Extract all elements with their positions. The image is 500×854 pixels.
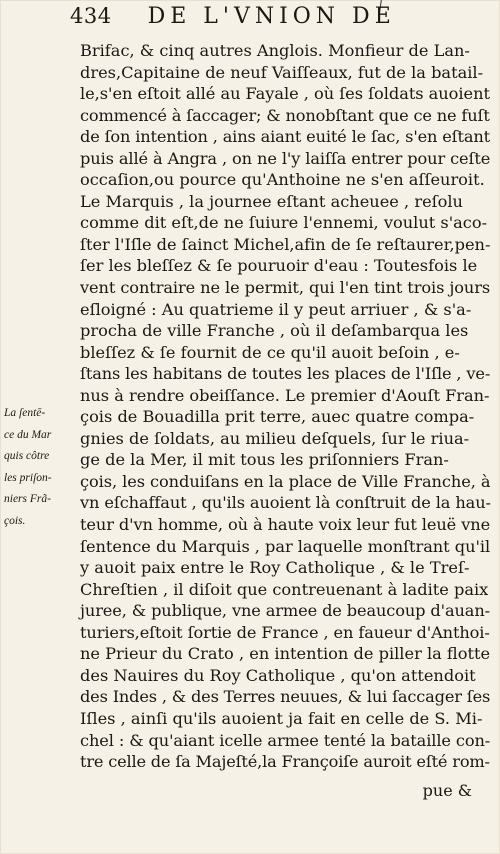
page-number: 434 (70, 4, 112, 28)
text-line: Le Marquis , la journee eſtant acheuee , reſolu (80, 191, 463, 211)
text-line: ſentence du Marquis , par laquelle monſtrant qu'il (80, 536, 491, 556)
page-header (70, 4, 480, 36)
text-line: vent contraire ne le permit, qui l'en tint trois jours (80, 278, 491, 298)
text-line: des Nauires du Roy Catholique , qu'on attendoit (80, 665, 476, 685)
body-text (80, 40, 490, 773)
text-line: de ſon intention , ains aiant euité le ſac, s'en eſtant (80, 127, 490, 147)
text-line: bleſſez & ſe fournit de ce qu'il auoit beſoin , e- (80, 342, 460, 362)
text-line: dres,Capitaine de neuf Vaiſſeaux, fut de la batail- (80, 62, 484, 82)
text-line: vn eſchaffaut , qu'ils auoient là conſtruit de la hau- (80, 493, 491, 513)
text-line: chel : & qu'aiant icelle armee tenté la bataille con- (80, 730, 491, 750)
text-line: comme dit eſt,de ne ſuiure l'ennemi, voulut s'aco- (80, 213, 488, 233)
margin-note-line: quis côtre (4, 450, 50, 462)
text-line: puis allé à Angra , on ne l'y laiſſa entrer pour ceſte (80, 148, 491, 168)
text-line: y auoit paix entre le Roy Catholique , & le Treſ- (80, 558, 470, 578)
text-line: ſer les bleſſez & ſe pouruoir d'eau : Toutesfois le (80, 256, 478, 276)
margin-note-line: ce du Mar (4, 428, 52, 441)
text-line: commencé à ſaccager; & nonobſtant que ce ne fuſt (80, 105, 490, 125)
text-line: nus à rendre obeiſſance. Le premier d'Aouſt Fran- (80, 385, 490, 405)
text-line: teur d'vn homme, où à haute voix leur fut leuë vne (80, 515, 491, 535)
margin-note-line: niers Frã- (4, 493, 51, 505)
text-line: eſloigné : Au quatrieme il y peut arriuer , & s'a- (80, 299, 472, 319)
running-title: DE L'VNION DE (147, 4, 396, 29)
text-line: Iſles , ainſi qu'ils auoient ja fait en celle de S. Mi- (80, 708, 483, 728)
text-line: turiers,eſtoit ſortie de France , en faueur d'Anthoi- (80, 622, 490, 642)
text-line: ſtans les habitans de toutes les places de l'Iſle , ve- (80, 364, 491, 384)
text-line: juree, & publique, vne armee de beaucoup d'auan- (80, 601, 490, 621)
text-line: çois de Bouadilla prit terre, auec quatre compa- (80, 407, 475, 427)
text-line: Chreſtien , il diſoit que contreuenant à ladite paix (80, 579, 489, 599)
text-line: çois, les conduiſans en la place de Ville Franche, à (80, 471, 491, 491)
text-line: procha de ville Franche , où il deſambarqua les (80, 321, 469, 341)
text-line: des Indes , & des Terres neuues, & lui ſaccager ſes (80, 687, 491, 707)
margin-note-line: çois. (4, 514, 26, 527)
text-line: occaſion,ou pource qu'Anthoine ne s'en aſſeuroit. (80, 170, 485, 190)
text-line: Brifac, & cinq autres Anglois. Monfieur de Lan- (80, 41, 470, 60)
catchword: pue & (422, 781, 472, 800)
text-line: le,s'en eſtoit allé au Fayale , où ſes ſoldats auoient (80, 84, 490, 104)
text-line: ge de la Mer, il mit tous les priſonniers Fran- (80, 450, 449, 470)
text-line: gnies de ſoldats, au milieu deſquels, ſur le riua- (80, 428, 470, 448)
margin-note (4, 403, 74, 532)
margin-note-line: les priſon- (4, 471, 52, 484)
text-line: ſter l'Iſle de ſainct Michel,afin de ſe reſtaurer,pen- (80, 234, 491, 254)
margin-note-line: La ſentē- (4, 407, 46, 419)
text-line: ne Prieur du Crato , en intention de piller la flotte (80, 644, 491, 664)
text-line: tre celle de ſa Majeſté,la Françoiſe auroit eſté rom- (80, 752, 490, 772)
